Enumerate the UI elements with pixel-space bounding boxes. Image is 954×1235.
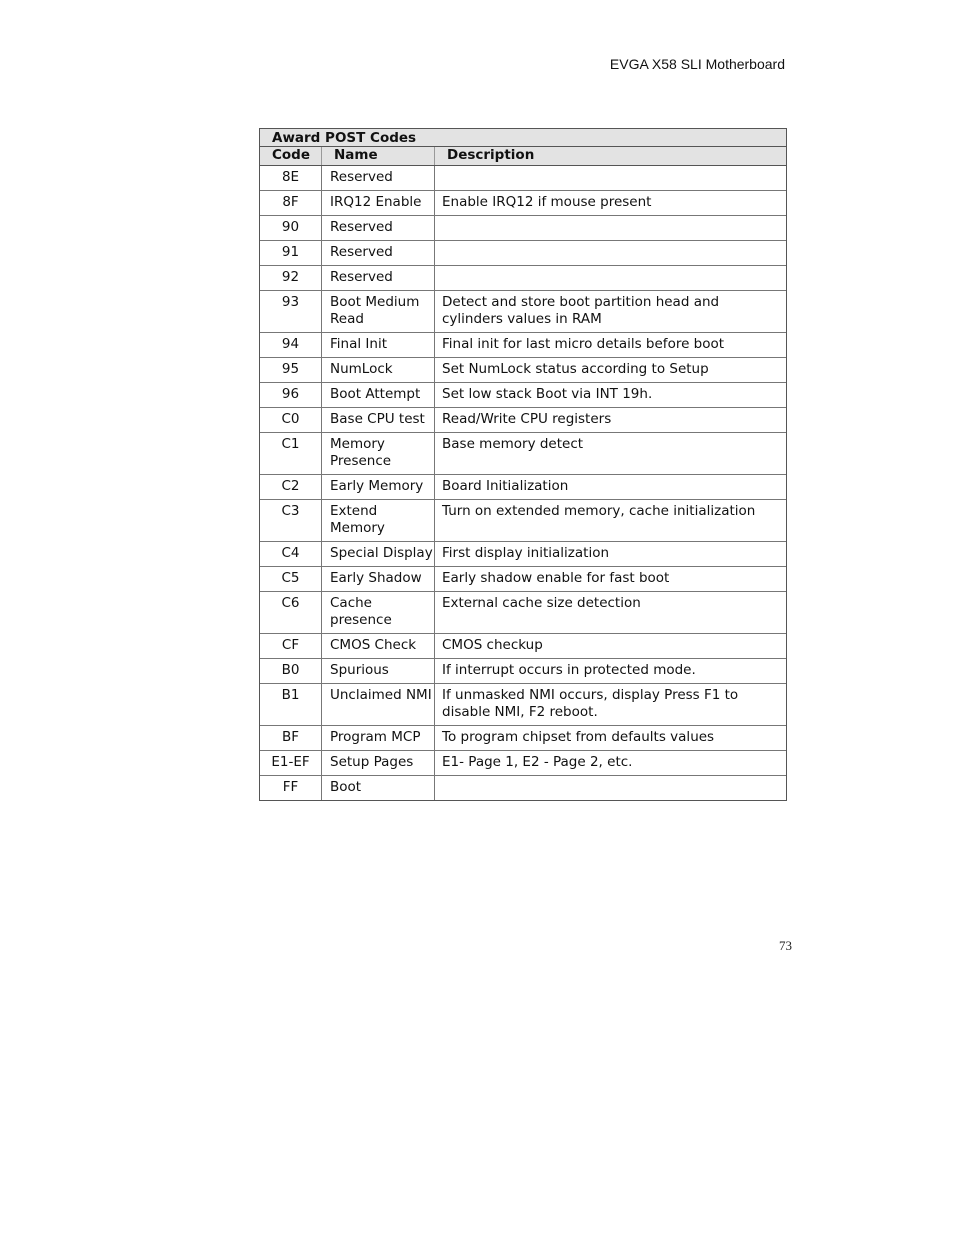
cell-code: CF bbox=[260, 634, 322, 658]
cell-code: B0 bbox=[260, 659, 322, 683]
cell-code: 96 bbox=[260, 383, 322, 407]
cell-name: IRQ12 Enable bbox=[322, 191, 435, 215]
table-row bbox=[260, 776, 786, 800]
cell-name: Setup Pages bbox=[322, 751, 435, 775]
table-row bbox=[260, 241, 786, 266]
cell-description bbox=[435, 776, 786, 800]
cell-description: Early shadow enable for fast boot bbox=[442, 570, 670, 586]
cell-description bbox=[435, 166, 786, 190]
cell-code: B1 bbox=[260, 684, 322, 725]
cell-code: 8E bbox=[260, 166, 322, 190]
column-header-code: Code bbox=[260, 147, 322, 165]
cell-code: 92 bbox=[260, 266, 322, 290]
cell-name: Special Display bbox=[322, 542, 435, 566]
running-header: EVGA X58 SLI Motherboard bbox=[609, 56, 785, 72]
table-row bbox=[260, 751, 786, 776]
page-number: 73 bbox=[779, 938, 792, 953]
table-row bbox=[260, 433, 786, 475]
table-row bbox=[260, 634, 786, 659]
cell-code: FF bbox=[260, 776, 322, 800]
table-row bbox=[260, 291, 786, 333]
table-row bbox=[260, 166, 786, 191]
table-row bbox=[260, 216, 786, 241]
cell-name: Early Shadow bbox=[322, 567, 435, 591]
cell-description: Set low stack Boot via INT 19h. bbox=[442, 386, 653, 402]
cell-name: CMOS Check bbox=[322, 634, 435, 658]
cell-description: Set NumLock status according to Setup bbox=[442, 361, 709, 377]
table-row bbox=[260, 475, 786, 500]
cell-code: E1-EF bbox=[260, 751, 322, 775]
cell-code: C2 bbox=[260, 475, 322, 499]
cell-name: Spurious bbox=[322, 659, 435, 683]
table-row bbox=[260, 592, 786, 634]
cell-code: C0 bbox=[260, 408, 322, 432]
cell-description: Enable IRQ12 if mouse present bbox=[442, 194, 652, 210]
cell-name: Program MCP bbox=[322, 726, 435, 750]
cell-name: Reserved bbox=[322, 241, 435, 265]
cell-description: Board Initialization bbox=[442, 478, 569, 494]
table-row bbox=[260, 659, 786, 684]
table-row bbox=[260, 567, 786, 592]
column-header-description: Description bbox=[447, 147, 535, 163]
cell-description bbox=[435, 266, 786, 290]
cell-name: Boot Attempt bbox=[322, 383, 435, 407]
table-row bbox=[260, 383, 786, 408]
table-row bbox=[260, 358, 786, 383]
table-row bbox=[260, 266, 786, 291]
cell-description: First display initialization bbox=[442, 545, 610, 561]
cell-name: Memory Presence bbox=[322, 433, 435, 474]
cell-code: 90 bbox=[260, 216, 322, 240]
table-row bbox=[260, 333, 786, 358]
cell-name: NumLock bbox=[322, 358, 435, 382]
cell-description: Read/Write CPU registers bbox=[442, 411, 612, 427]
cell-name: Unclaimed NMI bbox=[322, 684, 435, 725]
cell-description: Turn on extended memory, cache initialization bbox=[442, 503, 756, 519]
cell-name: Boot Medium Read bbox=[322, 291, 435, 332]
cell-name: Base CPU test bbox=[322, 408, 435, 432]
table-caption: Award POST Codes bbox=[260, 129, 786, 147]
cell-description: E1- Page 1, E2 - Page 2, etc. bbox=[442, 754, 633, 770]
table-header-row bbox=[260, 147, 786, 166]
cell-name: Reserved bbox=[322, 266, 435, 290]
cell-code: 8F bbox=[260, 191, 322, 215]
cell-description: If interrupt occurs in protected mode. bbox=[442, 662, 696, 678]
cell-description: Final init for last micro details before boot bbox=[442, 336, 725, 352]
cell-description: Base memory detect bbox=[442, 436, 584, 452]
cell-description: External cache size detection bbox=[442, 595, 641, 611]
post-codes-table bbox=[259, 128, 787, 801]
cell-name: Reserved bbox=[322, 166, 435, 190]
cell-description: CMOS checkup bbox=[442, 637, 543, 653]
cell-code: C3 bbox=[260, 500, 322, 541]
table-row bbox=[260, 684, 786, 726]
cell-code: C5 bbox=[260, 567, 322, 591]
cell-description bbox=[435, 241, 786, 265]
cell-code: 95 bbox=[260, 358, 322, 382]
cell-name: Cache presence bbox=[322, 592, 435, 633]
table-row bbox=[260, 408, 786, 433]
cell-description: If unmasked NMI occurs, display Press F1 to disable NMI, F2 reboot. bbox=[442, 687, 739, 720]
cell-name: Reserved bbox=[322, 216, 435, 240]
table-row bbox=[260, 542, 786, 567]
cell-code: C1 bbox=[260, 433, 322, 474]
cell-code: BF bbox=[260, 726, 322, 750]
cell-code: 93 bbox=[260, 291, 322, 332]
cell-description bbox=[435, 216, 786, 240]
column-header-name: Name bbox=[322, 147, 435, 165]
cell-description: To program chipset from defaults values bbox=[442, 729, 715, 745]
cell-description: Detect and store boot partition head and cylinders values in RAM bbox=[442, 294, 720, 327]
cell-code: C6 bbox=[260, 592, 322, 633]
cell-name: Final Init bbox=[322, 333, 435, 357]
cell-code: 94 bbox=[260, 333, 322, 357]
table-row bbox=[260, 191, 786, 216]
cell-code: C4 bbox=[260, 542, 322, 566]
table-row bbox=[260, 726, 786, 751]
cell-name: Boot bbox=[322, 776, 435, 800]
cell-name: Early Memory bbox=[322, 475, 435, 499]
cell-code: 91 bbox=[260, 241, 322, 265]
table-row bbox=[260, 500, 786, 542]
cell-name: Extend Memory bbox=[322, 500, 435, 541]
